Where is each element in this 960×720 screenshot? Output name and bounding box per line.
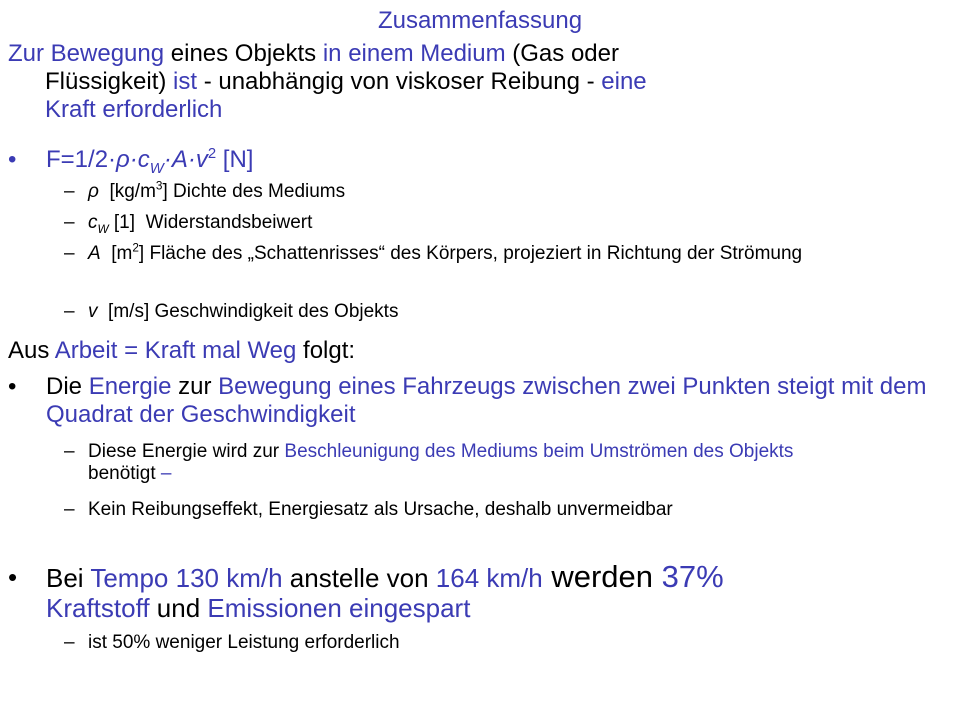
energy-part: zur bbox=[171, 373, 219, 400]
tempo-part: 37% bbox=[661, 559, 724, 594]
tempo-part: und bbox=[149, 593, 208, 623]
definition-item bbox=[64, 243, 844, 265]
conclusion-line bbox=[8, 337, 355, 365]
definition-part: 3 bbox=[155, 179, 163, 193]
energy-sub-text bbox=[88, 441, 864, 485]
intro-part: ist bbox=[173, 68, 198, 95]
dash-icon: – bbox=[64, 441, 75, 462]
dash-icon: – bbox=[64, 212, 75, 233]
definition-part: [m bbox=[100, 243, 133, 264]
intro-part: eine bbox=[601, 68, 647, 95]
bullet-icon: • bbox=[8, 373, 17, 400]
definition-symbol: A bbox=[88, 243, 101, 264]
conclusion-part: folgt: bbox=[296, 337, 356, 364]
definition-part: ] Dichte des Mediums bbox=[162, 181, 346, 202]
formula-part: ρ bbox=[116, 146, 130, 173]
tempo-text bbox=[46, 559, 938, 623]
definition-symbol: ρ bbox=[88, 181, 99, 202]
tempo-part: 164 km/h bbox=[435, 563, 543, 593]
definition-symbol: c bbox=[88, 212, 98, 233]
energy-text bbox=[46, 373, 938, 429]
bullet-icon: • bbox=[8, 146, 17, 173]
tempo-part: Emissionen eingespart bbox=[207, 593, 471, 623]
formula-part: ·c bbox=[129, 146, 150, 173]
tempo-sub-item bbox=[64, 632, 844, 654]
intro-part: Zur Bewegung bbox=[8, 40, 165, 67]
tempo-part: Kraftstoff bbox=[46, 593, 150, 623]
conclusion-part: Arbeit = Kraft mal Weg bbox=[54, 337, 297, 364]
tempo-part: anstelle von bbox=[282, 563, 436, 593]
formula-part: 2 bbox=[207, 146, 217, 162]
conclusion-part: Aus bbox=[8, 337, 55, 364]
definition-item bbox=[64, 181, 844, 203]
formula-part: F=1/2· bbox=[46, 146, 117, 173]
definition-part: 2 bbox=[132, 241, 139, 255]
definition-item bbox=[64, 301, 844, 323]
intro-part: (Gas oder bbox=[505, 40, 619, 67]
tempo-part: Tempo 130 km/h bbox=[90, 563, 283, 593]
formula-bullet-item bbox=[8, 146, 938, 177]
definition-part: ] Fläche des „Schattenrisses“ des Körpers, projeziert in Richtung der Strömung bbox=[138, 243, 803, 264]
definition-part: [kg/m bbox=[98, 181, 156, 202]
intro-part: in einem Medium bbox=[322, 40, 506, 67]
definition-text bbox=[88, 212, 844, 234]
energy-part: Bewegung eines Fahrzeugs zwischen zwei Punkten steigt mit dem Quadrat der Geschwindigkeit bbox=[46, 373, 927, 428]
definition-text bbox=[88, 301, 844, 323]
energy-sub-item bbox=[64, 441, 864, 485]
formula-part: W bbox=[149, 160, 164, 177]
tempo-part: werden bbox=[542, 559, 662, 594]
definition-symbol: v bbox=[88, 301, 98, 322]
definition-part: [m/s] Geschwindigkeit des Objekts bbox=[97, 301, 399, 322]
energy-part: Die bbox=[46, 373, 89, 400]
dash-icon: – bbox=[64, 181, 75, 202]
dash-icon: – bbox=[64, 632, 75, 653]
intro-part: Flüssigkeit) bbox=[45, 68, 174, 95]
dash-icon: – bbox=[64, 243, 75, 264]
dash-icon: – bbox=[64, 301, 75, 322]
energy-sub-part: – bbox=[160, 463, 172, 484]
bullet-icon: • bbox=[8, 562, 18, 592]
intro-part: Kraft erforderlich bbox=[45, 96, 223, 123]
energy-sub-item bbox=[64, 499, 864, 521]
intro-part: eines Objekts bbox=[164, 40, 323, 67]
definition-text bbox=[88, 243, 844, 265]
slide-title: Zusammenfassung bbox=[377, 7, 583, 34]
tempo-sub-text: ist 50% weniger Leistung erforderlich bbox=[88, 632, 400, 653]
formula-text bbox=[46, 146, 938, 177]
tempo-part: Bei bbox=[46, 563, 91, 593]
definition-item bbox=[64, 212, 844, 234]
definition-part: [1] Widerstandsbeiwert bbox=[108, 212, 313, 233]
energy-sub-part: Beschleunigung des Mediums beim Umströmen des Objekts bbox=[284, 441, 794, 462]
definition-part: W bbox=[97, 222, 109, 236]
intro-continuation bbox=[8, 68, 888, 96]
energy-sub-text: Kein Reibungseffekt, Energiesatz als Ursache, deshalb unvermeidbar bbox=[88, 499, 673, 520]
formula-part: ·A·v bbox=[163, 146, 208, 173]
formula-part: [N] bbox=[216, 146, 254, 173]
intro-part: - unabhängig von viskoser Reibung - bbox=[197, 68, 602, 95]
definition-text bbox=[88, 181, 844, 203]
energy-bullet-item bbox=[8, 373, 938, 429]
tempo-bullet-item bbox=[8, 559, 938, 623]
energy-sub-part: benötigt bbox=[88, 463, 161, 484]
energy-sub-part: Diese Energie wird zur bbox=[88, 441, 285, 462]
intro-paragraph bbox=[8, 40, 888, 124]
dash-icon: – bbox=[64, 499, 75, 520]
energy-part: Energie bbox=[88, 373, 172, 400]
